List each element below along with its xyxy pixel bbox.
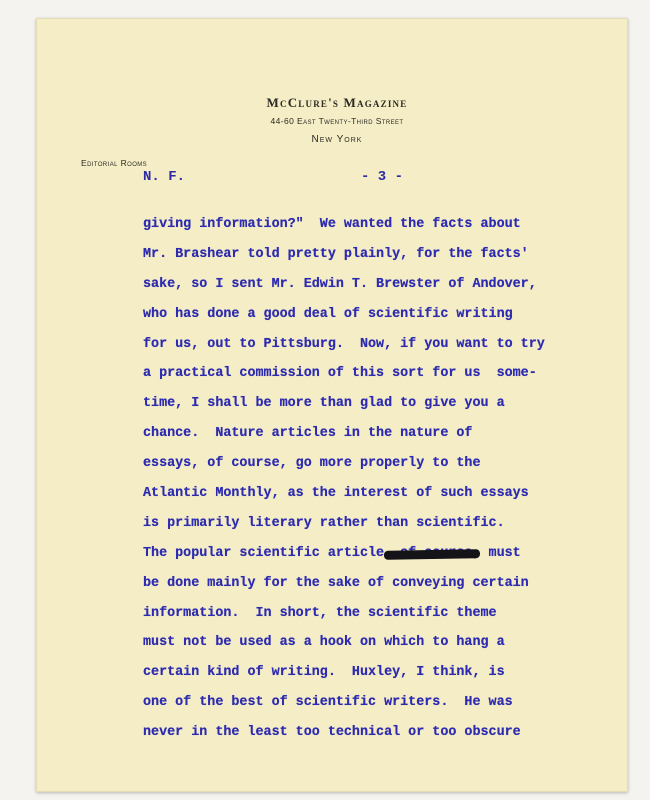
body-line: chance. Nature articles in the nature of bbox=[143, 426, 473, 442]
letter-body bbox=[143, 210, 613, 748]
body-line: a practical commission of this sort for us some- bbox=[143, 366, 537, 382]
letter-sheet bbox=[36, 18, 628, 792]
body-line: must not be used as a hook on which to hang a bbox=[143, 635, 505, 651]
body-line: giving information?" We wanted the facts about bbox=[143, 217, 521, 232]
body-line: sake, so I sent Mr. Edwin T. Brewster of Andover, bbox=[143, 276, 537, 292]
city-name: New York bbox=[311, 134, 363, 145]
body-line: Mr. Brashear told pretty plainly, for the facts' bbox=[143, 246, 529, 262]
body-line: who has done a good deal of scientific writing bbox=[143, 306, 513, 322]
body-line: for us, out to Pittsburg. Now, if you want to try bbox=[143, 336, 545, 352]
body-line-with-strikeout bbox=[143, 539, 613, 569]
body-line: Atlantic Monthly, as the interest of such essays bbox=[143, 486, 529, 502]
line-text-before: The popular scientific article bbox=[143, 545, 385, 561]
struck-out-text bbox=[384, 539, 480, 569]
body-line: one of the best of scientific writers. He was bbox=[143, 695, 513, 711]
recipient-initials: N. F. bbox=[143, 169, 186, 185]
body-line: is primarily literary rather than scientific. bbox=[143, 515, 505, 531]
body-line: information. In short, the scientific theme bbox=[143, 605, 497, 621]
body-line: be done mainly for the sake of conveying certain bbox=[143, 575, 529, 591]
body-line: certain kind of writing. Huxley, I think, is bbox=[143, 665, 505, 681]
body-line: time, I shall be more than glad to give you a bbox=[143, 396, 505, 412]
page-number: - 3 - bbox=[361, 169, 404, 185]
magazine-name: McClure's Magazine bbox=[266, 95, 408, 110]
department-label: Editorial Rooms bbox=[81, 158, 148, 168]
street-address: 44-60 East Twenty-Third Street bbox=[270, 116, 404, 126]
ink-strikeout bbox=[384, 549, 481, 560]
line-text-after: must bbox=[480, 545, 521, 561]
body-line: never in the least too technical or too obscure bbox=[143, 725, 521, 741]
body-line: essays, of course, go more properly to the bbox=[143, 456, 481, 472]
